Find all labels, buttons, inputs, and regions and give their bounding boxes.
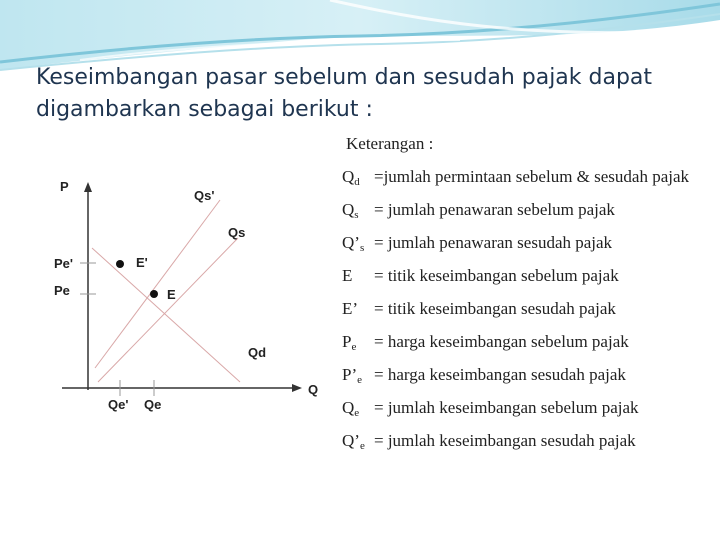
legend-symbol-letter: Q [342,233,355,252]
legend-symbol-letter: Q [342,431,355,450]
x-axis-arrow [292,384,302,392]
label-pe: Pe [54,283,70,298]
legend-symbol-subscript: e [354,407,360,419]
legend-symbol-prime: ’ [354,431,360,450]
legend-description: =jumlah permintaan sebelum & sesudah pajak [374,167,690,186]
legend-symbol-letter: E [342,266,353,285]
legend-panel [342,132,720,462]
equilibrium-point-after-tax [116,260,124,268]
legend-heading: Keterangan : [346,134,434,153]
legend-symbol [342,167,360,188]
legend-symbol [342,431,365,452]
label-e: E [167,287,176,302]
legend-symbol-letter: Q [342,398,355,417]
legend-symbol [342,200,359,221]
legend-symbol-letter: P [342,332,352,351]
legend-symbol-letter: P [342,365,352,384]
legend-symbol-prime: ’ [351,365,358,384]
supply-curve-after-tax [95,200,220,368]
supply-demand-diagram [40,170,340,420]
legend-symbol-letter: E [342,299,353,318]
slide-title [36,62,696,126]
label-qs-after-tax: Qs' [194,188,215,203]
legend-symbol-letter: Q [342,167,355,186]
label-pe-after-tax: Pe' [54,256,73,271]
legend-symbol-subscript: e [351,341,357,353]
legend-symbol [342,233,364,254]
legend-description: = jumlah keseimbangan sesudah pajak [374,431,636,450]
slide-title-line-1: Keseimbangan pasar sebelum dan sesudah pajak dapat [36,65,653,90]
legend-description: = jumlah penawaran sebelum pajak [374,200,615,219]
label-qe-after-tax: Qe' [108,397,129,412]
label-qs: Qs [228,225,246,240]
legend-symbol-subscript: d [354,176,360,188]
legend-symbol [342,398,359,419]
legend-description: = jumlah keseimbangan sebelum pajak [374,398,639,417]
demand-curve [92,248,240,382]
y-axis-arrow [84,182,92,192]
legend-symbol-subscript: e [357,374,363,386]
equilibrium-point-before-tax [150,290,158,298]
legend-symbol-subscript: s [359,242,365,254]
supply-curve-before-tax [98,238,238,382]
legend-symbol-prime: ’ [354,233,360,252]
legend-symbol-prime: ’ [352,299,359,318]
legend-description: = jumlah penawaran sesudah pajak [374,233,613,252]
label-qe: Qe [144,397,162,412]
legend-description: = harga keseimbangan sebelum pajak [374,332,629,351]
label-e-after-tax: E' [136,255,148,270]
legend-symbol [342,365,362,386]
legend-symbol-subscript: s [354,209,359,221]
legend-description: = titik keseimbangan sesudah pajak [374,299,616,318]
legend-symbol-letter: Q [342,200,355,219]
legend-symbol [342,332,356,353]
legend-description: = harga keseimbangan sesudah pajak [374,365,626,384]
legend-symbol [342,299,358,320]
axis-label-q: Q [308,382,319,397]
slide-title-line-2: digambarkan sebagai berikut : [36,97,373,122]
axis-label-p: P [60,179,69,194]
label-qd: Qd [248,345,267,360]
legend-description: = titik keseimbangan sebelum pajak [374,266,619,285]
legend-symbol [342,266,352,287]
legend-symbol-subscript: e [359,440,365,452]
